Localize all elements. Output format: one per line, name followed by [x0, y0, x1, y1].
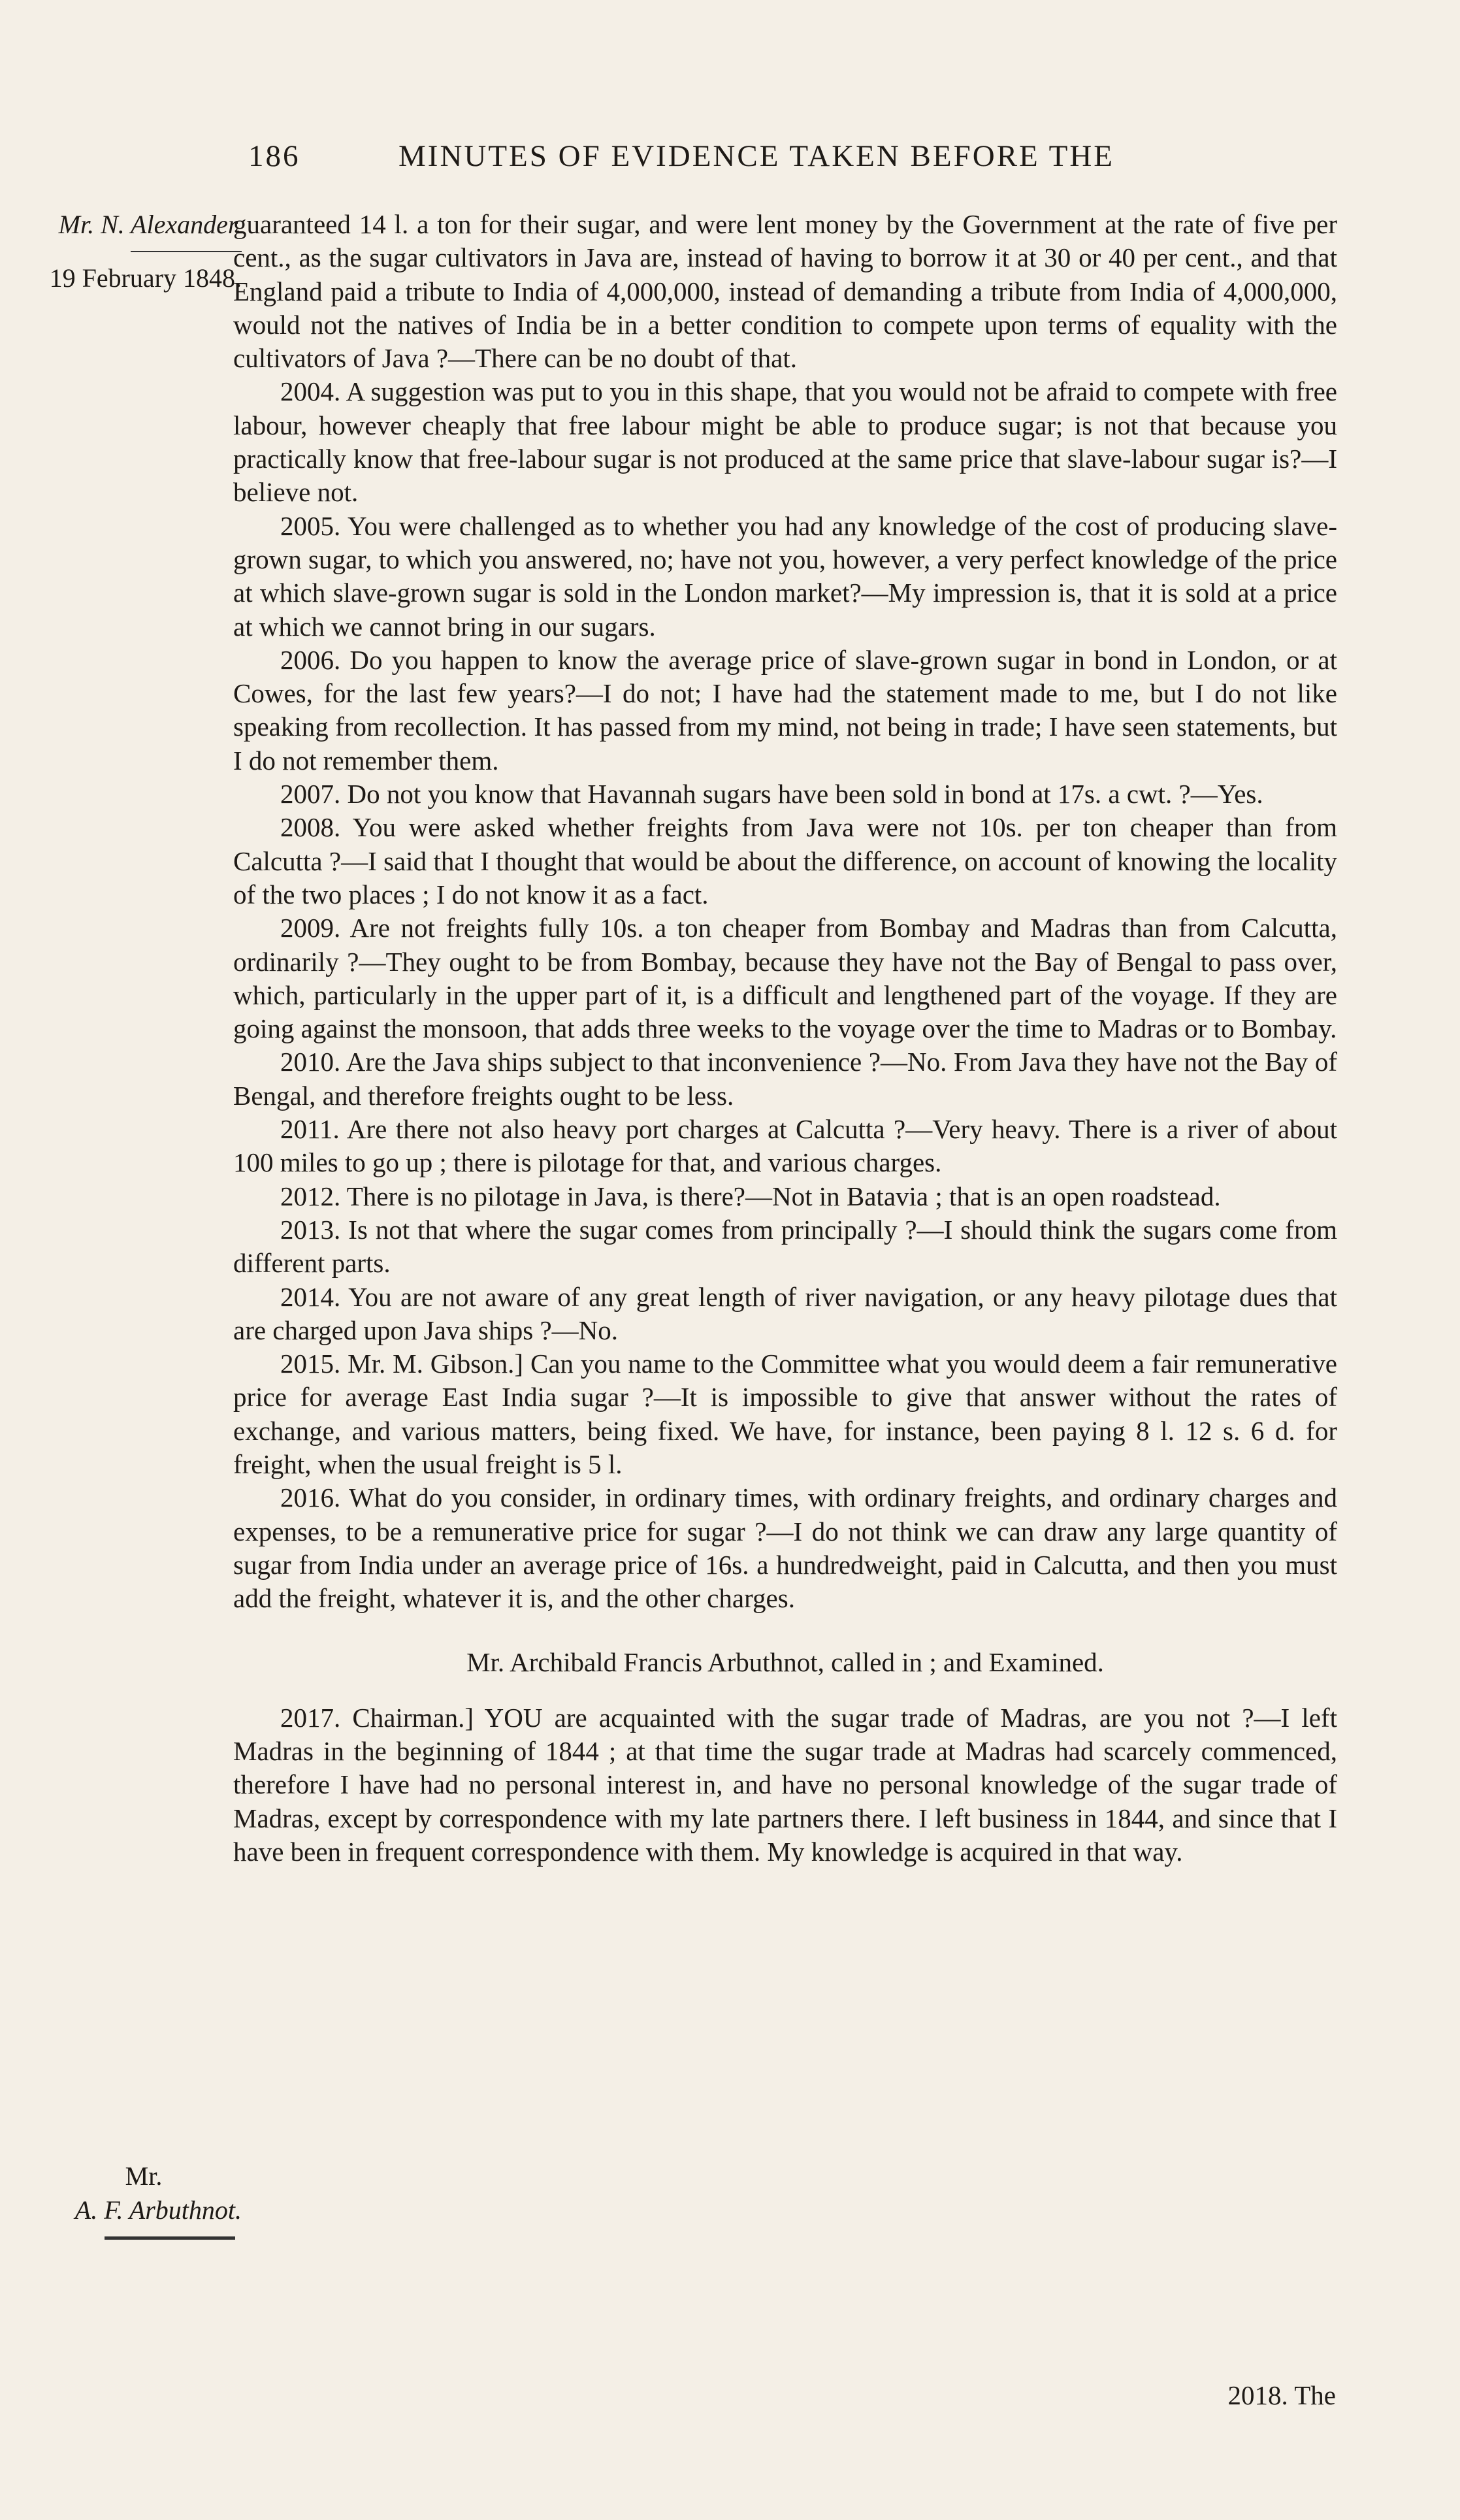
body-text: [233, 208, 1337, 1869]
page-number: 186: [248, 139, 300, 173]
paragraph: 2015. Mr. M. Gibson.] Can you name to the Committee what you would deem a fair remunerative price for average East India sugar ?—It is impossible to give that answer without the rates of exchange, and various matters, being fixed. We have, for instance, been paying 8 l. 12 s. 6 d. for freight, when the usual freight is 5 l.: [233, 1349, 1337, 1479]
margin-rule-2: [105, 2236, 235, 2240]
paragraph: 2011. Are there not also heavy port charges at Calcutta ?—Very heavy. There is a river of about 100 miles to go up ; there is pilotage for that, and various charges.: [233, 1114, 1337, 1178]
paragraph: 2005. You were challenged as to whether you had any knowledge of the cost of producing slave-grown sugar, to which you answered, no; have not you, however, a very perfect knowledge of the price at which slave-grown sugar is sold in the London market?—My impression is, that it is sold at a price at which we cannot bring in our sugars.: [233, 510, 1337, 642]
paragraph: 2012. There is no pilotage in Java, is there?—Not in Batavia ; that is an open roadstead.: [280, 1181, 1221, 1211]
paragraph: 2007. Do not you know that Havannah sugars have been sold in bond at 17s. a cwt. ?—Yes.: [280, 779, 1263, 810]
paragraph: 2017. Chairman.] YOU are acquainted with the sugar trade of Madras, are you not ?—I left Madras in the beginning of 1844 ; at that time the sugar trade at Madras had scarcely commenced, therefore I have had no personal interest in, and have no personal knowledge of the sugar trade of Madras, except by correspondence with my late partners there. I left business in 1844, and since that I have been in frequent correspondence with them. My knowledge is acquired in that way.: [233, 1702, 1337, 1867]
margin-rule: [131, 251, 242, 252]
page-header: [248, 139, 1359, 184]
paragraph: 2014. You are not aware of any great length of river navigation, or any heavy pilotage dues that are charged upon Java ships ?—No.: [233, 1281, 1337, 1345]
margin-note-witness-2: [20, 2159, 242, 2249]
paragraph: 2004. A suggestion was put to you in this shape, that you would not be afraid to compete with free labour, however cheaply that free labour might be able to produce sugar; is not that because you practically know that free-labour sugar is not produced at the same price that slave-labour sugar is?—I believe not.: [233, 376, 1337, 508]
paragraph: 2006. Do you happen to know the average price of slave-grown sugar in bond in London, or at Cowes, for the last few years?—I do not; I have had the statement made to me, but I do not like speaking from recollection. It has passed from my mind, not being in trade; I have seen statements, but I do not remember them.: [233, 644, 1337, 776]
witness-date: 19 February 1848.: [49, 263, 242, 293]
page-title: MINUTES OF EVIDENCE TAKEN BEFORE THE: [398, 139, 1115, 173]
section-heading: Mr. Archibald Francis Arbuthnot, called in ; and Examined.: [466, 1647, 1104, 1678]
paragraph: 2009. Are not freights fully 10s. a ton cheaper from Bombay and Madras than from Calcutta, ordinarily ?—They ought to be from Bombay, because they have not the Bay of Bengal to pass over, which, particularly in the upper part of it, is a difficult and lengthened part of the voyage. If they are going against the monsoon, that adds three weeks to the voyage over the time to Madras or to Bombay.: [233, 913, 1337, 1044]
margin-note-witness-1: [20, 208, 242, 295]
catchword: 2018. The: [1227, 2380, 1336, 2410]
paragraph: 2013. Is not that where the sugar comes from principally ?—I should think the sugars come from different parts.: [233, 1214, 1337, 1279]
paragraph: 2016. What do you consider, in ordinary times, with ordinary freights, and ordinary charges and expenses, to be a remunerative price for sugar ?—I do not think we can draw any large quantity of sugar from India under an average price of 16s. a hundredweight, paid in Calcutta, and then you must add the freight, whatever it is, and the other charges.: [233, 1482, 1337, 1614]
paragraph: 2010. Are the Java ships subject to that inconvenience ?—No. From Java they have not the Bay of Bengal, and therefore freights ought to be less.: [233, 1047, 1337, 1111]
witness-title: Mr.: [125, 2161, 163, 2191]
witness-name: Mr. N. Alexander.: [58, 210, 242, 239]
paragraph: guaranteed 14 l. a ton for their sugar, and were lent money by the Government at the rate of five per cent., as the sugar cultivators in Java are, instead of having to borrow it at 30 or 40 per cent., and that England paid a tribute to India of 4,000,000, instead of demanding a tribute from India of 4,000,000, would not the natives of India be in a better condition to compete upon terms of equality with the cultivators of Java ?—There can be no doubt of that.: [233, 209, 1337, 374]
witness-name-2: A. F. Arbuthnot.: [74, 2195, 242, 2225]
paragraph: 2008. You were asked whether freights from Java were not 10s. per ton cheaper than from Calcutta ?—I said that I thought that would be about the difference, on account of knowing the locality of the two places ; I do not know it as a fact.: [233, 812, 1337, 909]
